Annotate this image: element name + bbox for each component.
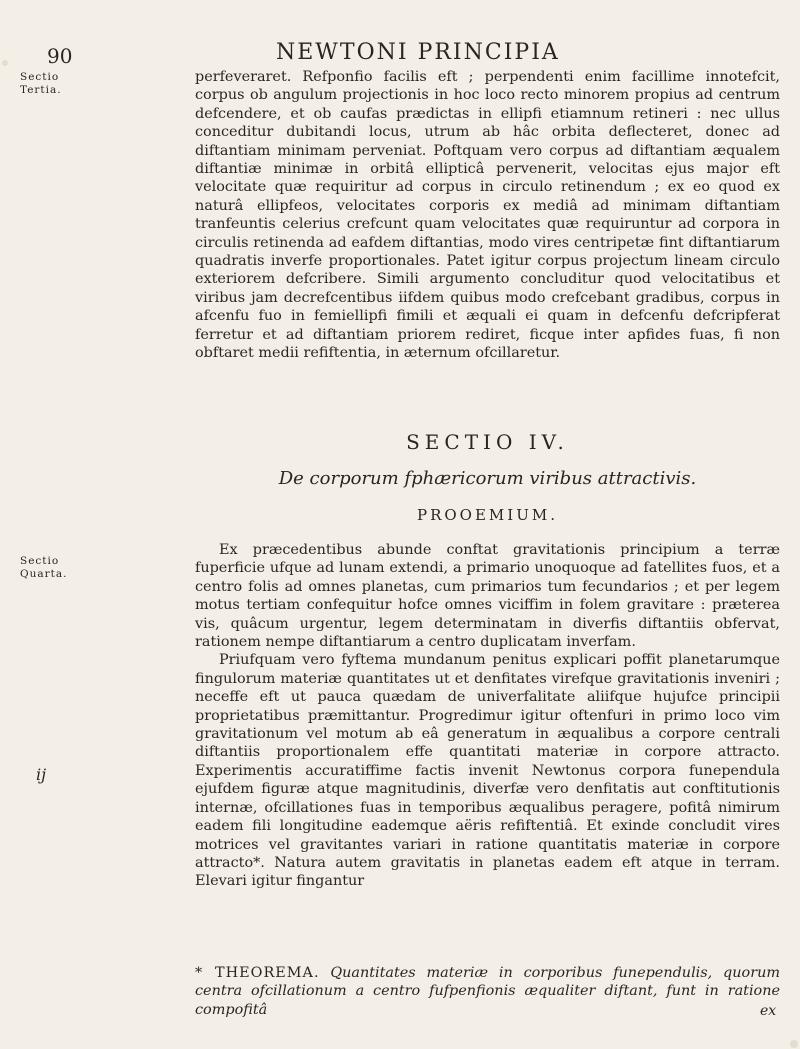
body-paragraph: Priufquam vero fyftema mundanum penitus explicari poffit planetarumque fingulorum materiæ quantitates ut et denfitates virefque gravitationis inveniri ; neceffe eft ut pauca quædam de univerfalitate aliifque hujufce principii proprietatibus præmittantur. Progredimur igitur oftenfuri in primo loco vim gravitationum vel motum ab eâ generatum in æqualibus a corpore centrali diftantiis proportionalem effe quantitati materiæ in corpore attracto. Experimentis accuratiffime factis invenit Newtonus corpora funependula ejufdem figuræ atque magnitudinis, diverfæ vero denfitatis aut conftitutionis internæ, ofcillationes fuas in temporibus æqualibus peragere, pofitâ nimirum eadem fili longitudine eademque aëris refiftentiâ. Et exinde concludit vires motrices vel gravitantes variari in ratione quantitatis materiæ in corpore attracto*. Natura autem gravitatis in planetas eadem eft atque in terram. Elevari igitur fingantur [195,652,780,890]
margin-note-sectio-tertia: Sectio Tertia. [20,71,62,96]
prooemium-body [195,541,780,891]
margin-mark: ij [36,765,47,784]
paper-stain [790,1040,798,1048]
section-heading: SECTIO IV. [406,430,569,454]
catchword: ex [760,1003,777,1019]
body-paragraph: perfeveraret. Refponfio facilis eft ; perpendenti enim facillime innotefcit, corpus ob angulum projectionis in hoc loco recto minorem propius ad centrum defcendere, et ob caufas prædictas in ellipfi etiamnum retineri : nec ullus conceditur dubitandi locus, utrum ab hâc orbita deflecteret, donec ad diftantiam minimam perveniat. Poftquam vero corpus ad diftantiam æqualem diftantiæ minimæ in orbitâ ellipticâ pervenerit, velocitas ejus major eft velocitate quæ requiritur ad corpus in circulo retinendum ; ex eo quod ex naturâ ellipfeos, velocitates corporis ex mediâ ad minimam diftantiam tranfeuntis celerius crefcunt quam velocitates quæ requiruntur ad corpora in circulis retinenda ad eafdem diftantias, modo vires centripetæ fint diftantiarum quadratis inverfe proportionales. Patet igitur corpus projectum lineam circulo exteriorem defcribere. Simili argumento concluditur quod velocitatibus et viribus jam decrefcentibus iifdem quibus modo crefcebant gradibus, corpus in afcenfu fuo in femiellipfi fimili et æquali ei quam in defcenfu defcripferat ferretur et ad diftantiam priorem rediret, ficque inter apfides fuas, fi non obftaret medii refiftentia, in æternum ofcillaretur. [195,69,780,362]
paragraph-continuation [195,68,780,363]
prooemium-heading: PROOEMIUM. [417,506,558,524]
page-number: 90 [47,44,73,68]
footnote [195,964,780,1019]
footnote-text: Quantitates materiæ in corporibus funependulis, quorum centra ofcillationum a centro fufpenfionis æqualiter diftant, funt in ratione compofitâ [195,965,780,1018]
paper-stain [2,60,8,66]
section-subtitle: De corporum fphæricorum viribus attractivis. [278,468,697,489]
body-paragraph: Ex præcedentibus abunde conftat gravitationis principium a terræ fuperficie ufque ad lunam extendi, a primario unoquoque ad fatellites fuos, et a centro folis ad omnes planetas, cum primarios tum fecundarios ; et per legem motus tertiam confequitur hofce omnes viciffim in folem gravitare : præterea vis, quâcum urgentur, legem determinatam in diverfis diftantiis obfervat, rationem nempe diftantiarum a centro duplicatam inverfam. [195,542,780,651]
footnote-lead: * THEOREMA. [195,965,320,981]
running-title: NEWTONI PRINCIPIA [276,40,560,65]
margin-note-sectio-quarta: Sectio Quarta. [20,555,68,580]
